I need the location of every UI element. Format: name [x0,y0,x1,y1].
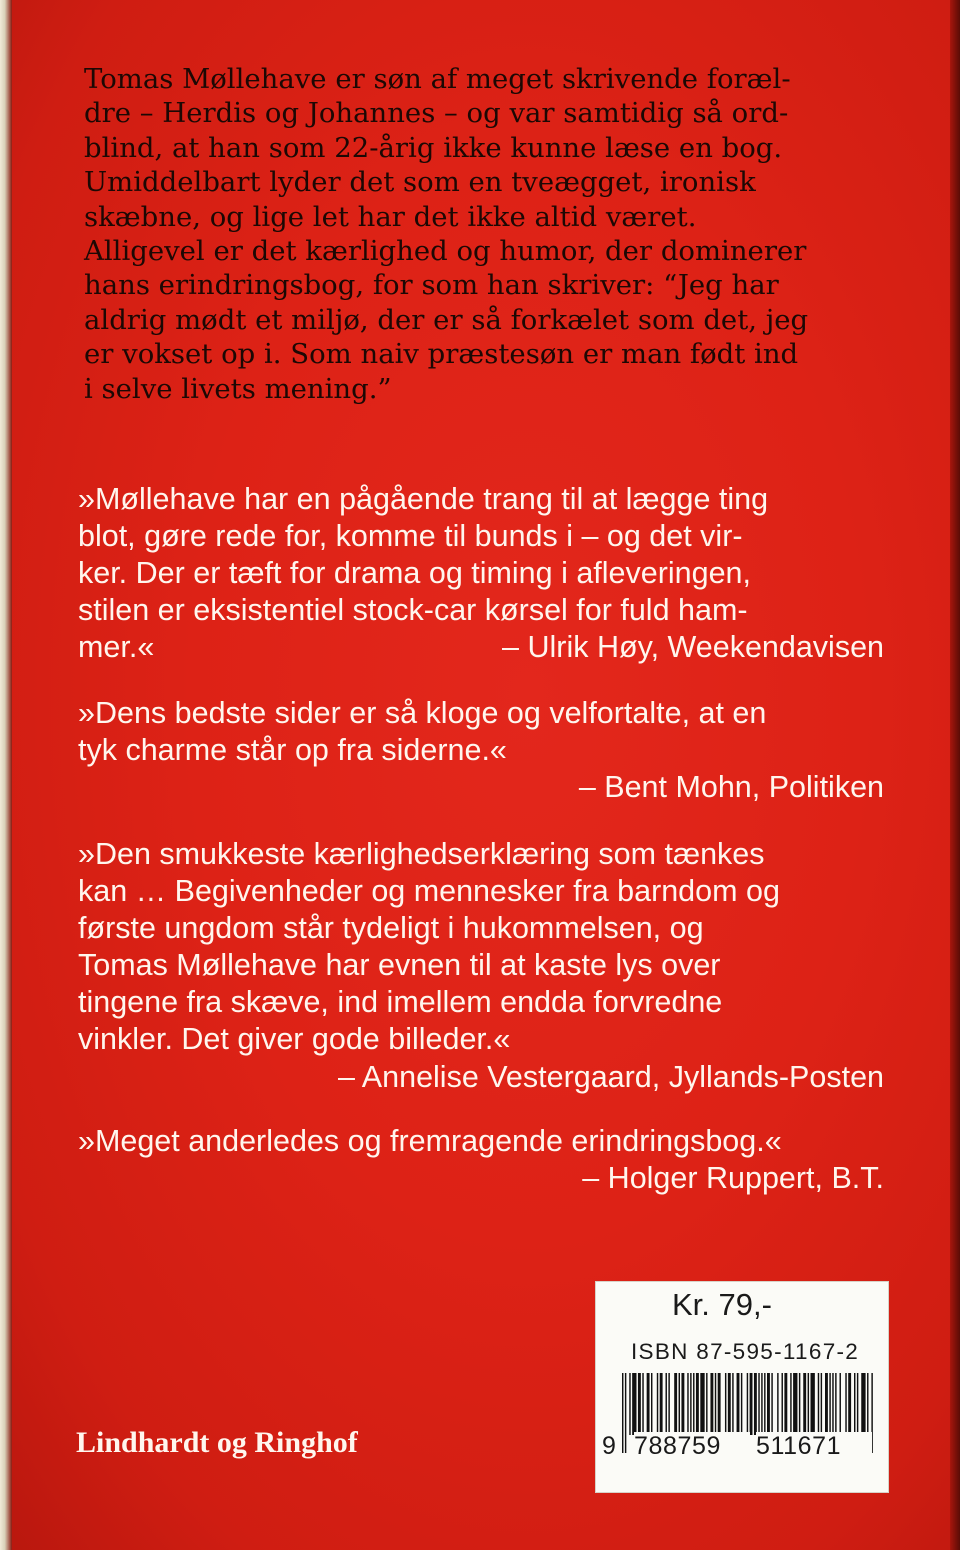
barcode-bar [715,1373,716,1435]
barcode-bar [767,1373,770,1435]
barcode-bar [821,1373,822,1435]
blurb-line: Umiddelbart lyder det som en tveægget, ironisk [84,166,756,199]
blurb-line: Tomas Møllehave er søn af meget skrivende foræl- [84,63,791,95]
blurb-line: hans erindringsbog, for som han skriver: “Jeg har [84,269,779,302]
barcode-bar [725,1373,726,1435]
barcode-bar [732,1373,733,1435]
quote-line: vinkler. Det giver gode billeder.« [78,1022,511,1057]
quote-line: »Meget anderledes og fremragende erindringsbog.« [78,1124,782,1158]
barcode-bar [793,1373,797,1435]
barcode-bar [857,1373,858,1435]
barcode-bar [687,1373,688,1435]
quote-line: »Møllehave har en pågående trang til at lægge ting [78,482,769,516]
blurb-line: Alligevel er det kærlighed og humor, der dominerer [84,235,807,268]
barcode-bar [803,1373,806,1435]
blurb-line: dre – Herdis og Johannes – og var samtidig så ord- [84,97,789,130]
review-quote-politiken [78,695,884,806]
barcode-bar [799,1373,800,1435]
cover-right-edge [950,0,960,1550]
quote-attribution: – Annelise Vestergaard, Jyllands-Posten [338,1059,884,1094]
quote-line: mer.« [78,630,155,665]
barcode-bar [679,1373,680,1435]
barcode-bar [741,1373,742,1435]
barcode-bar [668,1373,669,1435]
quote-attribution: – Holger Ruppert, B.T. [582,1161,884,1196]
barcode-bar [660,1373,663,1435]
barcode-bar [825,1373,828,1435]
quote-line: »Dens bedste sider er så kloge og velfortalte, at en [78,696,767,730]
review-quote-weekendavisen [78,481,884,666]
barcode-bar [632,1373,636,1435]
barcode-bar [808,1373,809,1435]
barcode-bar [761,1373,762,1435]
barcode-bar [835,1373,836,1435]
quote-line: tyk charme står op fra siderne.« [78,733,507,768]
quote-final-row [78,629,884,666]
barcode-bar [854,1373,855,1435]
review-quote-jyllands-posten [78,836,884,1096]
barcode-bar [622,1373,623,1453]
quote-line: ker. Der er tæft for drama og timing i afleveringen, [78,556,751,591]
barcode-bar [638,1373,641,1435]
barcode-bar [696,1373,699,1435]
quote-line: blot, gøre rede for, komme til bunds i – og det vir- [78,519,743,554]
barcode-bar [840,1373,841,1435]
barcode-bar [681,1373,684,1435]
quote-line: »Den smukkeste kærlighedserklæring som tænkes [78,837,765,871]
barcode-bar [666,1373,667,1435]
barcode-bar [777,1373,778,1435]
barcode-bar [625,1373,626,1453]
barcode-bar [710,1373,713,1435]
publisher-name: Lindhardt og Ringhof [76,1426,358,1459]
barcode-bar [784,1373,787,1435]
barcode-bar [764,1373,765,1435]
barcode-bar [861,1373,865,1435]
barcode-bar [647,1373,650,1435]
isbn-text: ISBN 87-595-1167-2 [631,1339,860,1364]
quote-attribution: – Bent Mohn, Politiken [578,770,884,805]
blurb-line: aldrig mødt et miljø, der er så forkælet som det, jeg [84,303,809,336]
barcode-bar [657,1373,658,1435]
barcode-bar [811,1373,815,1435]
quote-attribution: – Ulrik Høy, Weekendavisen [502,630,884,665]
barcode-bar [790,1373,791,1435]
barcode-bar [754,1373,757,1435]
barcode-bar [651,1373,652,1435]
page-edge [0,0,12,1550]
review-quote-bt [78,1123,884,1197]
blurb-line: skæbne, og lige let har det ikke altid været. [84,200,697,233]
barcode-lead-digit: 9 [602,1432,616,1460]
quote-line: tingene fra skæve, ind imellem endda forvredne [78,985,723,1020]
blurb-line: er vokset op i. Som naiv præstesøn er man født ind [84,338,799,371]
barcode-bar [747,1373,748,1435]
barcode-bar [848,1373,851,1435]
blurb-text [84,62,884,406]
barcode-bar [674,1373,677,1435]
barcode-bar [771,1373,772,1435]
barcode-right-digits: 511671 [756,1432,872,1461]
barcode-bar [728,1373,731,1435]
barcode-left-digits: 788759 [634,1432,750,1461]
barcode-bar [829,1373,830,1435]
quote-line: kan … Begivenheder og mennesker fra barndom og [78,874,780,909]
barcode-bar [750,1373,753,1435]
barcode-bar [700,1373,704,1435]
blurb-line: i selve livets mening.” [84,372,392,405]
blurb-line: blind, at han som 22-årig ikke kunne læse en bog. [84,131,783,164]
barcode-bar [818,1373,819,1435]
barcode-bar [782,1373,783,1435]
price-text: Kr. 79,- [672,1287,772,1322]
barcode-bar [737,1373,740,1435]
barcode-bar [718,1373,721,1435]
quote-line: første ungdom står tydeligt i hukommelsen, og [78,911,704,946]
barcode-bar [642,1373,643,1435]
barcode-bar [706,1373,707,1435]
quote-line: stilen er eksistentiel stock-car kørsel for fuld ham- [78,593,748,628]
barcode-bar [629,1373,630,1435]
quote-line: Tomas Møllehave har evnen til at kaste lys over [78,948,721,983]
barcode-bar [758,1373,759,1435]
price-sticker [596,1282,888,1492]
barcode-bar [845,1373,846,1435]
barcode-bar [832,1373,833,1435]
